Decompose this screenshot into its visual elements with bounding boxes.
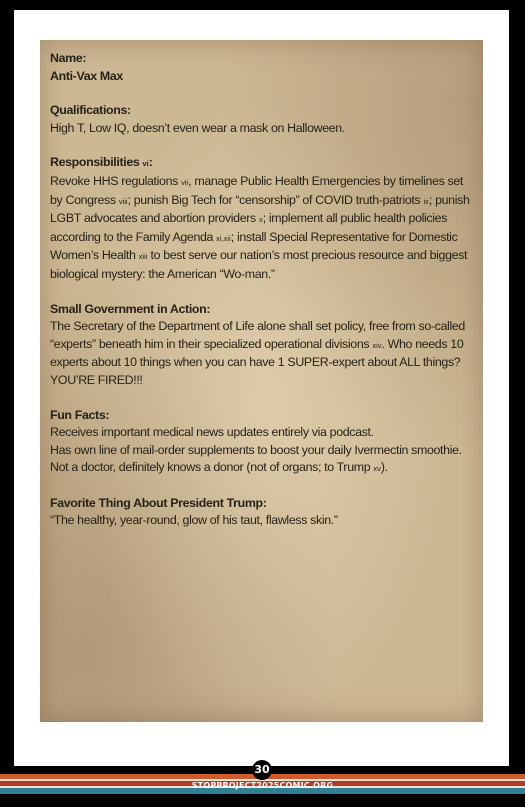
fun-fact-3: Not a doctor, definitely knows a donor (not of organs; to Trump xv). <box>50 460 388 475</box>
small-government-text: The Secretary of the Department of Life alone shall set policy, free from so-called “experts” beneath him in their specialized operational divisions xiv. Who needs 10 experts about 10 things when you can have 1 SUPER-expert about ALL things? YOU’RE FIRED!!! <box>50 319 465 387</box>
name-heading: Name: <box>50 51 87 65</box>
qualifications-section <box>50 102 475 137</box>
responsibilities-text: Revoke HHS regulations vii, manage Public Health Emergencies by timelines set by Congress viii; punish Big Tech for “censorship” of COVID truth-patriots ix; punish LGBT advocates and abortion providers x; implement all public health policies according to the Family Agenda xi,xii; install Special Representative for Domestic Women’s Health xiii to best serve our nation’s most precious resource and biggest biological mystery: the American “Wo-man.” <box>50 173 470 281</box>
small-government-section <box>50 301 475 390</box>
responsibilities-section <box>50 154 475 283</box>
qualifications-text: High T, Low IQ, doesn’t even wear a mask on Halloween. <box>50 120 345 135</box>
qualifications-heading: Qualifications: <box>50 103 131 118</box>
favorite-thing-section <box>50 495 475 530</box>
fun-fact-1: Receives important medical news updates entirely via podcast. <box>50 425 374 440</box>
endnote-ref: xiii <box>138 252 148 262</box>
endnote-ref: vii <box>181 177 189 187</box>
fun-fact-2: Has own line of mail-order supplements to boost your daily Ivermectin smoothie. <box>50 442 462 457</box>
name-section <box>50 50 475 85</box>
endnote-ref: viii <box>118 196 128 206</box>
endnote-ref: vi <box>142 159 149 169</box>
favorite-thing-text: “The healthy, year-round, glow of his taut, flawless skin.” <box>50 513 338 528</box>
fun-facts-section <box>50 407 475 478</box>
endnote-ref: x <box>258 215 263 225</box>
website-link[interactable]: STOPPROJECT2025COMIC.ORG <box>191 781 334 790</box>
favorite-thing-heading: Favorite Thing About President Trump: <box>50 495 267 510</box>
endnote-ref: xv <box>373 464 381 474</box>
small-government-heading: Small Government in Action: <box>50 301 211 316</box>
endnote-ref: ix <box>423 196 429 206</box>
fun-facts-heading: Fun Facts: <box>50 407 110 422</box>
endnote-ref: xiv <box>372 340 382 350</box>
comic-page <box>14 10 509 766</box>
endnote-ref: xi,xii <box>216 233 231 243</box>
parchment-panel <box>40 40 483 722</box>
responsibilities-heading: Responsibilities vi: <box>50 155 153 170</box>
page-number-badge: 30 <box>252 760 272 780</box>
name-value: Anti-Vax Max <box>50 68 123 83</box>
profile-text <box>50 50 475 547</box>
